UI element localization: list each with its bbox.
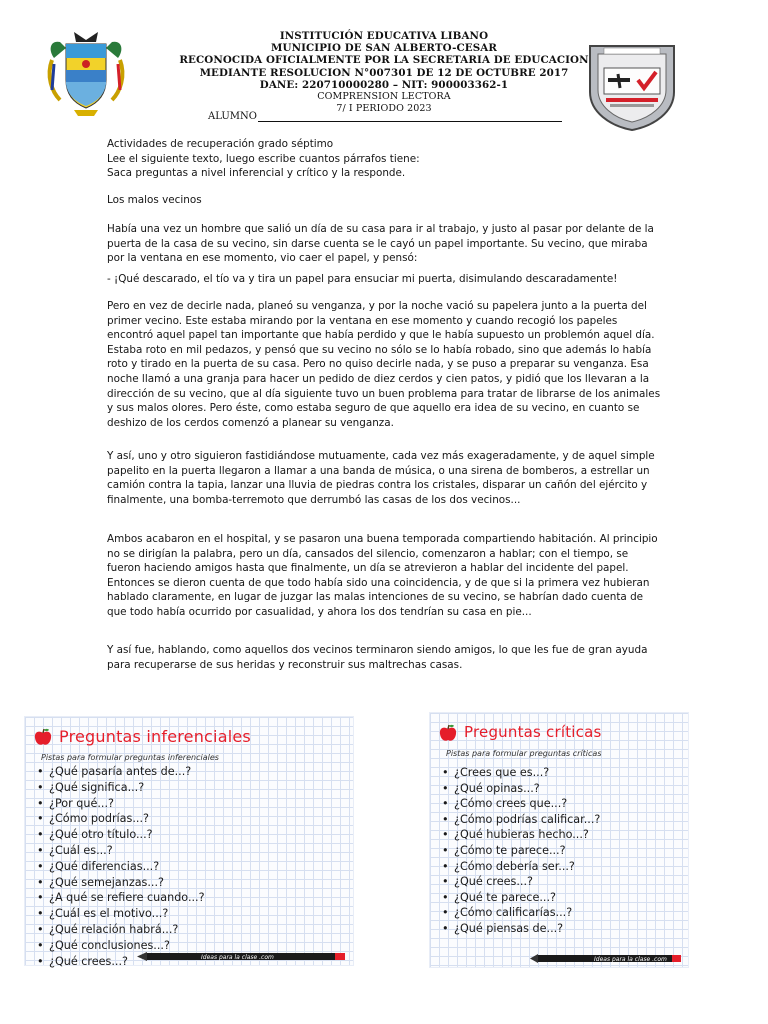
list-item: • ¿Cómo podrías...? xyxy=(37,812,149,826)
list-item: • ¿Qué diferencias...? xyxy=(37,859,160,873)
card-subtitle: Pistas para formular preguntas inferenciales xyxy=(41,753,219,762)
list-item: • ¿Qué crees...? xyxy=(442,875,533,889)
story-paragraph: Y así, uno y otro siguieron fastidiándose mutuamente, cada vez más exageradamente, y de aquel simple papelito en la puerta llegaron a llamar a una banda de música, o una sirena de bomberos, a estrellar un camión contra la tapia, lanzar una lluvia de piedras contra los cristales, disparar un cañón del ejército y finalmente, una bomba-terremoto que derrumbó las casas de los dos vecinos... xyxy=(107,450,655,506)
list-item: • ¿Qué hubieras hecho...? xyxy=(442,828,589,842)
card-title: Preguntas críticas xyxy=(464,723,602,741)
school-shield-icon xyxy=(584,40,680,132)
story-paragraph: - ¡Qué descarado, el tío va y tira un papel para ensuciar mi puerta, disimulando descaradamente! xyxy=(107,273,618,285)
list-item: • ¿Cómo podrías calificar...? xyxy=(442,812,601,826)
header-line-1: INSTITUCIÓN EDUCATIVA LIBANO xyxy=(279,30,489,42)
question-list xyxy=(442,765,600,937)
instruction-line: Actividades de recuperación grado séptimo xyxy=(107,138,334,150)
story-paragraph: Ambos acabaron en el hospital, y se pasaron una buena temporada compartiendo habitación. Al principio no se dirigían la palabra, pero un día, cansados del silencio, comenzaron a hablar; con el tiempo, se fueron haciendo amigos hasta que finalmente, un día se atrevieron a hablar del incidente del papel. Entonces se dieron cuenta de que todo había sido una coincidencia, y de que si la primera vez hubieran hablado claramente, en lugar de juzgar las malas intenciones de su vecino, se habrían dado cuenta de que todo había ocurrido por casualidad, y ahora los dos tendrían su casa en pie... xyxy=(107,533,658,618)
inferential-questions-card xyxy=(24,716,354,966)
card-footer: Ideas para la clase .com xyxy=(594,956,667,963)
list-item: • ¿Por qué...? xyxy=(37,796,114,810)
header-line-2: MUNICIPIO DE SAN ALBERTO-CESAR xyxy=(271,42,497,55)
list-item: • ¿Qué relación habrá...? xyxy=(37,922,179,936)
list-item: • ¿Cómo te parece...? xyxy=(442,843,566,857)
apple-icon xyxy=(33,727,53,747)
document-header xyxy=(0,30,768,126)
list-item: • ¿Qué te parece...? xyxy=(442,890,556,904)
header-line-3: RECONOCIDA OFICIALMENTE POR LA SECRETARIA DE EDUCACION xyxy=(179,54,589,67)
card-title: Preguntas inferenciales xyxy=(59,727,251,746)
list-item: • ¿Cuál es...? xyxy=(37,843,113,857)
critical-questions-card xyxy=(429,712,689,968)
list-item: • ¿Crees que es...? xyxy=(442,766,550,779)
story-paragraph: Pero en vez de decirle nada, planeó su venganza, y por la noche vació su papelera junto a la puerta del primer vecino. Este estaba mirando por la ventana en ese momento y cuando recogió los papeles encontró aquel papel tan importante que había perdido y que le había supuesto un problemón aquel día. Estaba roto en mil pedazos, y pensó que su vecino no sólo se lo había robado, sino que además lo había roto y tirado en la puerta de su casa. Pero no quiso decirle nada, y se puso a preparar su venganza. Esa noche llamó a una granja para hacer un pedido de diez cerdos y cien patos, y pidió que los llevaran a la dirección de su vecino, que al día siguiente tuvo un buen problema para tratar de librarse de los animales y sus malos olores. Pero éste, como estaba seguro de que aquello era idea de su vecino, en cuanto se deshizo de los cerdos comenzó a planear su venganza. xyxy=(107,300,661,429)
card-subtitle: Pistas para formular preguntas críticas xyxy=(446,749,602,758)
list-item: • ¿Cómo calificarías...? xyxy=(442,906,573,920)
list-item: • ¿Qué otro título...? xyxy=(37,828,153,842)
instruction-line: Saca preguntas a nivel inferencial y crítico y la responde. xyxy=(107,167,406,180)
header-line-4: MEDIANTE RESOLUCION N°007301 DE 12 DE OCTUBRE 2017 xyxy=(199,66,569,79)
list-item: • ¿Cuál es el motivo...? xyxy=(37,907,169,921)
list-item: • ¿Qué pasaría antes de...? xyxy=(37,765,192,778)
student-name-field[interactable] xyxy=(258,121,562,122)
student-name-label: ALUMNO xyxy=(208,111,257,122)
card-footer: Ideas para la clase .com xyxy=(201,954,274,961)
instructions xyxy=(107,137,663,181)
story-paragraph: Había una vez un hombre que salió un día de su casa para ir al trabajo, y justo al pasar por delante de la puerta de la casa de su vecino, sin darse cuenta se le cayó un papel importante. Su vecino, que miraba por la ventana en ese momento, vio caer el papel, y pensó: xyxy=(107,223,654,265)
list-item: • ¿Qué crees...? xyxy=(37,954,128,968)
header-period: 7/ I PERIODO 2023 xyxy=(336,103,432,115)
question-list xyxy=(37,764,205,969)
list-item: • ¿Qué semejanzas...? xyxy=(37,875,164,889)
list-item: • ¿Qué conclusiones...? xyxy=(37,938,170,952)
story-title: Los malos vecinos xyxy=(107,194,202,206)
list-item: • ¿Cómo crees que...? xyxy=(442,797,568,811)
list-item: • ¿Qué significa...? xyxy=(37,780,145,794)
instruction-line: Lee el siguiente texto, luego escribe cuantos párrafos tiene: xyxy=(107,152,420,165)
story-paragraph: Y así fue, hablando, como aquellos dos vecinos terminaron siendo amigos, lo que les fue de gran ayuda para recuperarse de sus heridas y reconstruir sus maltrechas casas. xyxy=(107,644,648,671)
list-item: • ¿A qué se refiere cuando...? xyxy=(37,891,205,905)
colombia-coat-of-arms-icon xyxy=(44,30,128,118)
list-item: • ¿Qué piensas de...? xyxy=(442,921,564,935)
list-item: • ¿Qué opinas...? xyxy=(442,781,540,795)
apple-icon xyxy=(438,723,458,743)
header-line-5: DANE: 220710000280 – NIT: 900003362-1 xyxy=(259,78,509,91)
header-subject: COMPRENSION LECTORA xyxy=(317,91,451,103)
list-item: • ¿Cómo debería ser...? xyxy=(442,859,575,873)
